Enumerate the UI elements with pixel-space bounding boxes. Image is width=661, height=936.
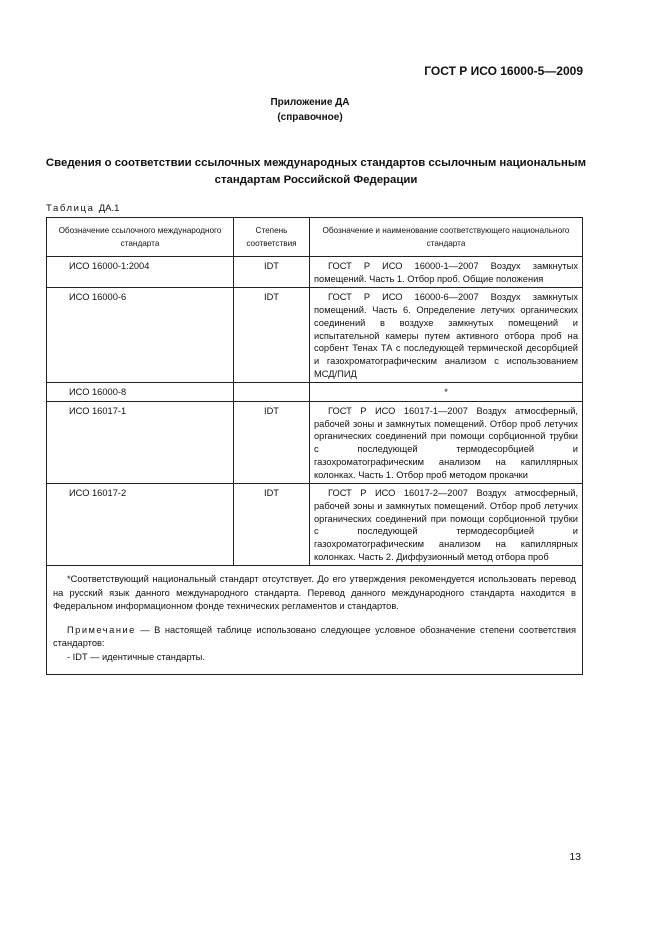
footnote-text: *Соответствующий национальный стандарт отсутствует. До его утверждения рекомендуется использовать перевод на русский язык данного международного стандарта. Перевод данного международного стандарта находится в Федеральном информационном фонде технических регламентов и стандартов. bbox=[53, 574, 576, 612]
cell-national-standard bbox=[310, 288, 583, 383]
appendix-heading bbox=[0, 95, 620, 125]
cell-national-standard bbox=[310, 402, 583, 484]
column-header-international: Обозначение ссылочного международного стандарта bbox=[47, 218, 234, 257]
cell-degree: IDT bbox=[234, 484, 310, 566]
note-label: Примечание bbox=[67, 624, 136, 635]
table-footnote-row bbox=[47, 566, 583, 675]
column-header-national: Обозначение и наименование соответствующего национального стандарта bbox=[310, 218, 583, 257]
table-row bbox=[47, 257, 583, 288]
cell-international-standard: ИСО 16000-1:2004 bbox=[47, 257, 234, 288]
cell-degree: IDT bbox=[234, 288, 310, 383]
page-number: 13 bbox=[569, 851, 581, 863]
cell-international-standard: ИСО 16017-2 bbox=[47, 484, 234, 566]
cell-international-standard: ИСО 16000-8 bbox=[47, 383, 234, 402]
table-row bbox=[47, 383, 583, 402]
table-caption-label: Таблица bbox=[46, 203, 95, 214]
cell-international-standard: ИСО 16000-6 bbox=[47, 288, 234, 383]
table-row bbox=[47, 288, 583, 383]
section-heading bbox=[30, 155, 602, 189]
cell-national-standard-text: ГОСТ Р ИСО 16000-6—2007 Воздух замкнутых помещений. Часть 6. Определение летучих органических соединений в воздухе замкнутых помещений и испытательной камеры путем активного отбора проб на сорбент Тенах ТА с последующей термической десорбцией и газохроматографическим анализом с использованием МСД/ПИД bbox=[314, 292, 578, 379]
section-heading-line-2: стандартам Российской Федерации bbox=[214, 174, 418, 186]
cell-national-standard-text: ГОСТ Р ИСО 16017-1—2007 Воздух атмосферный, рабочей зоны и замкнутых помещений. Отбор проб летучих органических соединений при помощи сорбционной трубки с последующей термодесорбцией и газохроматографическим анализом на капиллярных колонках. Часть 1. Отбор проб методом прокачки bbox=[314, 406, 578, 480]
appendix-subtitle: (справочное) bbox=[277, 112, 343, 123]
cell-national-standard bbox=[310, 257, 583, 288]
table-header-row bbox=[47, 218, 583, 257]
note-text: — В настоящей таблице использовано следующее условное обозначение степени соответствия стандартов: bbox=[53, 624, 576, 649]
appendix-title: Приложение ДА bbox=[270, 97, 350, 108]
table-caption bbox=[46, 203, 119, 214]
table-row bbox=[47, 484, 583, 566]
cell-international-standard: ИСО 16017-1 bbox=[47, 402, 234, 484]
table-caption-number: ДА.1 bbox=[98, 203, 120, 214]
cell-national-standard-text: ГОСТ Р ИСО 16000-1—2007 Воздух замкнутых помещений. Часть 1. Отбор проб. Общие положения bbox=[314, 261, 578, 284]
section-heading-line-1: Сведения о соответствии ссылочных международных стандартов ссылочным национальным bbox=[45, 157, 587, 169]
document-code: ГОСТ Р ИСО 16000-5—2009 bbox=[424, 64, 583, 78]
cell-degree: IDT bbox=[234, 257, 310, 288]
note bbox=[53, 624, 576, 651]
correspondence-table bbox=[46, 217, 583, 675]
cell-national-standard-text: ГОСТ Р ИСО 16017-2—2007 Воздух атмосферный, рабочей зоны и замкнутых помещений. Отбор проб летучих органических соединений при помощи сорбционной трубки с последующей термодесорбцией и газохроматографическим анализом на капиллярных колонках. Часть 2. Диффузионный метод отбора проб bbox=[314, 488, 578, 562]
column-header-degree: Степень соответствия bbox=[234, 218, 310, 257]
note-item: - IDT — идентичные стандарты. bbox=[67, 651, 205, 662]
table-footnote-cell bbox=[47, 566, 583, 675]
table-row bbox=[47, 402, 583, 484]
cell-degree: IDT bbox=[234, 402, 310, 484]
cell-national-standard: * bbox=[310, 383, 583, 402]
cell-degree bbox=[234, 383, 310, 402]
cell-national-standard bbox=[310, 484, 583, 566]
